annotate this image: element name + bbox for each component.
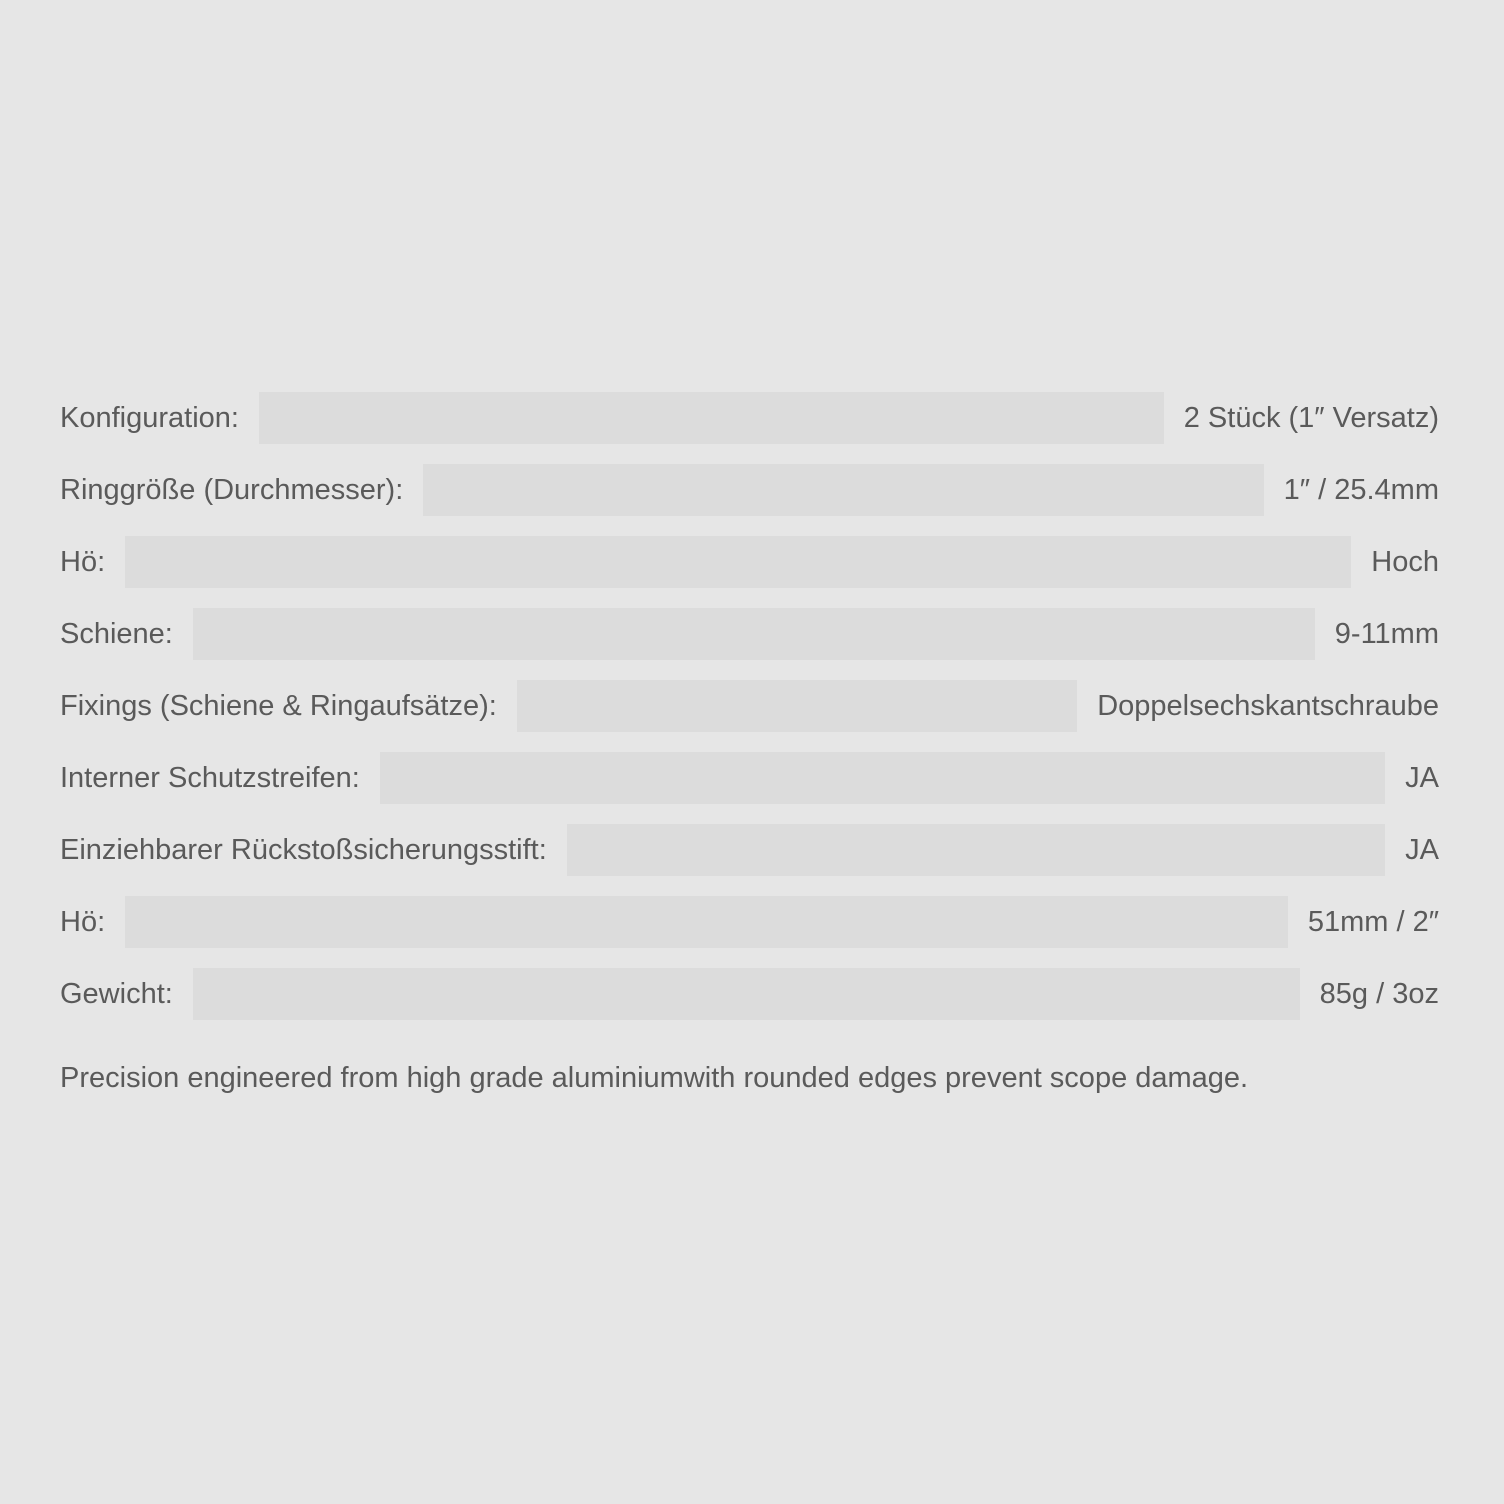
spec-leader-bar — [193, 968, 1300, 1020]
spec-label: Gewicht: — [60, 978, 173, 1010]
spec-value: 85g / 3oz — [1319, 978, 1439, 1010]
spec-label: Fixings (Schiene & Ringaufsätze): — [60, 690, 497, 722]
spec-row-height-value — [60, 896, 1439, 948]
spec-leader-bar — [125, 896, 1288, 948]
spec-row-fixings — [60, 680, 1439, 732]
spec-row-rail — [60, 608, 1439, 660]
spec-table — [60, 392, 1439, 1040]
spec-leader-bar — [567, 824, 1385, 876]
product-description: Precision engineered from high grade aluminiumwith rounded edges prevent scope damage. — [60, 1062, 1249, 1094]
spec-row-ring-size — [60, 464, 1439, 516]
spec-value: JA — [1405, 834, 1439, 866]
spec-value: 2 Stück (1″ Versatz) — [1183, 402, 1439, 434]
spec-value: 51mm / 2″ — [1307, 906, 1439, 938]
spec-leader-bar — [259, 392, 1164, 444]
spec-label: Interner Schutzstreifen: — [60, 762, 360, 794]
spec-label: Konfiguration: — [60, 402, 239, 434]
spec-value: Hoch — [1371, 546, 1439, 578]
spec-label: Ringgröße (Durchmesser): — [60, 474, 404, 506]
spec-label: Schiene: — [60, 618, 173, 650]
spec-label: Hö: — [60, 906, 106, 938]
spec-leader-bar — [380, 752, 1385, 804]
spec-value: JA — [1405, 762, 1439, 794]
spec-leader-bar — [423, 464, 1263, 516]
spec-value: 1″ / 25.4mm — [1283, 474, 1439, 506]
spec-label: Hö: — [60, 546, 106, 578]
spec-leader-bar — [517, 680, 1077, 732]
spec-row-weight — [60, 968, 1439, 1020]
spec-leader-bar — [125, 536, 1351, 588]
spec-value: Doppelsechskantschraube — [1097, 690, 1439, 722]
spec-row-height-type — [60, 536, 1439, 588]
spec-value: 9-11mm — [1334, 618, 1439, 650]
spec-row-protective-strip — [60, 752, 1439, 804]
spec-row-configuration — [60, 392, 1439, 444]
spec-row-recoil-pin — [60, 824, 1439, 876]
spec-leader-bar — [193, 608, 1315, 660]
spec-label: Einziehbarer Rückstoßsicherungsstift: — [60, 834, 547, 866]
